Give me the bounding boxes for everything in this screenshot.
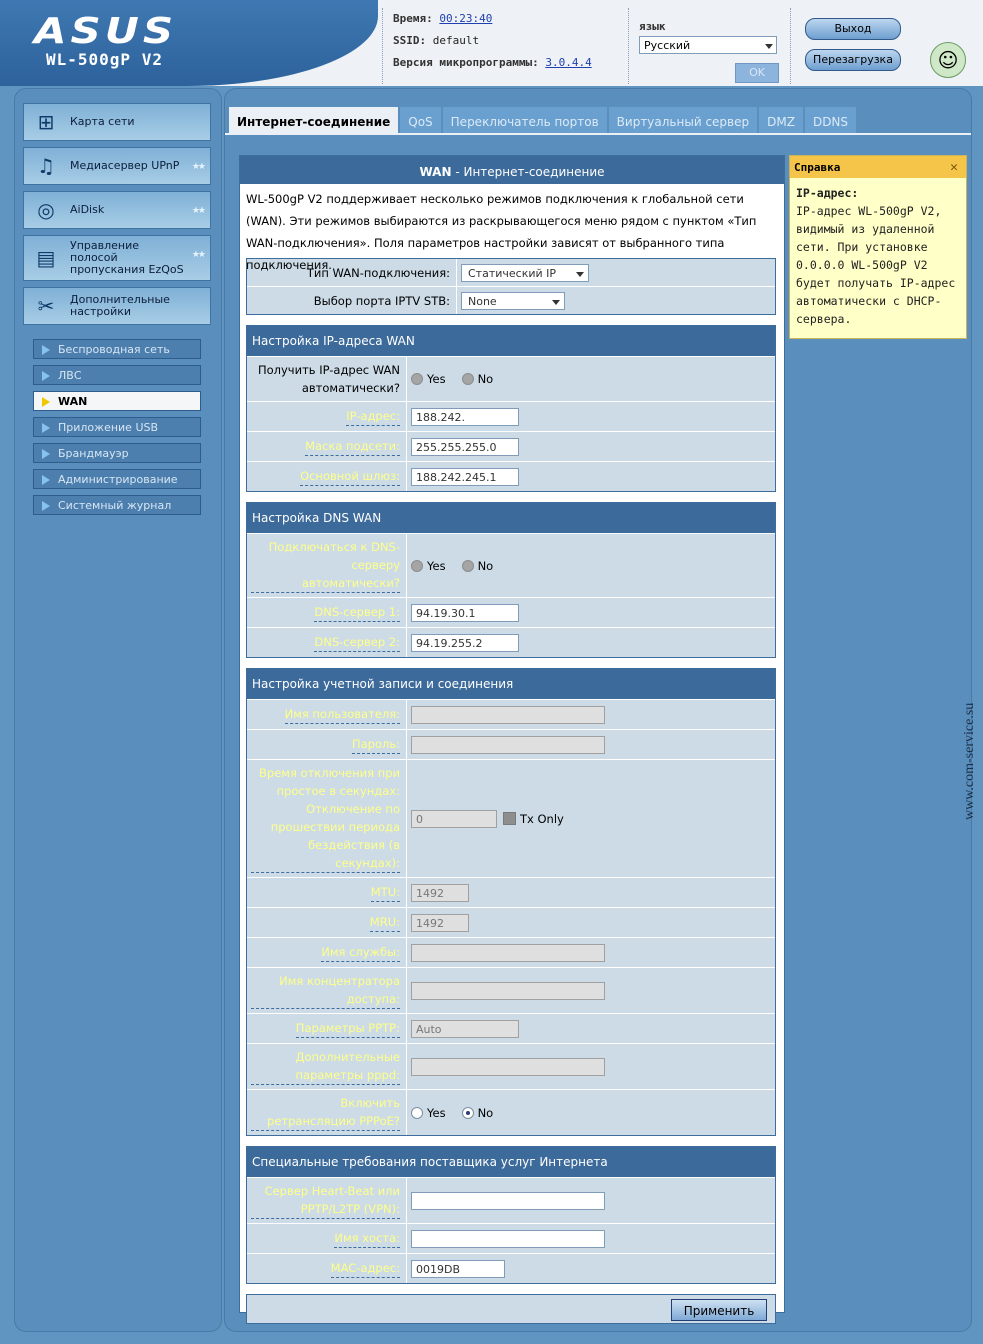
username-input[interactable] (411, 706, 605, 724)
dns2-label: DNS-сервер 2: (314, 633, 400, 652)
section-header: Специальные требования поставщика услуг Интернета (247, 1147, 775, 1177)
password-label: Пароль: (352, 735, 400, 754)
asus-logo: ASUS (34, 9, 178, 52)
radio-label: No (477, 558, 494, 573)
nav-sub-firewall[interactable] (33, 443, 201, 463)
mtu-label: MTU: (371, 883, 400, 902)
title-main: WAN (419, 165, 452, 179)
main-panel (224, 88, 972, 1332)
arrow-right-icon (42, 423, 50, 433)
iptv-value: None (468, 294, 497, 308)
language-ok-button[interactable]: OK (735, 63, 779, 83)
nav-label: Управление полосой пропускания EzQoS (70, 239, 184, 276)
nav-sub-syslog[interactable] (33, 495, 201, 515)
watermark: www.com-service.su (962, 702, 977, 820)
heartbeat-row (247, 1177, 775, 1223)
password-row (247, 729, 775, 759)
wan-content (239, 155, 785, 1318)
reboot-button[interactable]: Перезагрузка (805, 49, 901, 71)
dns1-input[interactable]: 94.19.30.1 (411, 604, 519, 622)
firmware-link[interactable]: 3.0.4.4 (545, 56, 592, 69)
logo-area (0, 0, 378, 86)
ip-address-input[interactable]: 188.242. (411, 408, 519, 426)
username-row (247, 699, 775, 729)
service-name-row (247, 937, 775, 967)
left-navigation (14, 88, 222, 1332)
section-header: Настройка IP-адреса WAN (247, 326, 775, 356)
help-header (790, 156, 966, 178)
hostname-row (247, 1223, 775, 1253)
heartbeat-input[interactable] (411, 1192, 605, 1210)
logout-button[interactable]: Выход (805, 18, 901, 40)
language-value: Русский (644, 39, 691, 52)
mac-input[interactable]: 0019DB (411, 1260, 505, 1278)
wan-type-section (246, 258, 776, 315)
ip-auto-yes-radio[interactable] (411, 373, 423, 385)
nav-sub-wireless[interactable] (33, 339, 201, 359)
subnet-mask-label: Маска подсети: (305, 437, 400, 456)
wan-type-row (247, 259, 775, 286)
help-title: Справка (794, 161, 841, 174)
title-rest: - Интернет-соединение (451, 165, 605, 179)
arrow-right-icon (42, 475, 50, 485)
pptp-options-row (247, 1013, 775, 1043)
nav-ezqos[interactable] (23, 235, 211, 281)
page-title (240, 156, 784, 184)
time-link[interactable]: 00:23:40 (439, 12, 493, 25)
mtu-row (247, 877, 775, 907)
chevron-down-icon (552, 300, 560, 305)
nav-label: Медиасервер UPnP (70, 159, 180, 172)
radio-label: No (477, 372, 494, 386)
wan-ip-section (246, 325, 776, 492)
iptv-select[interactable] (461, 292, 565, 310)
gateway-row (247, 461, 775, 491)
username-label: Имя пользователя: (285, 705, 400, 724)
section-header: Настройка учетной записи и соединения (247, 669, 775, 699)
service-name-input[interactable] (411, 944, 605, 962)
ac-name-label: Имя концентратора доступа: (251, 972, 400, 1009)
service-name-label: Имя службы: (321, 943, 400, 962)
tab-qos[interactable]: QoS (400, 107, 440, 133)
tab-port-switch[interactable]: Переключатель портов (443, 107, 607, 133)
iptv-label: Выбор порта IPTV STB: (313, 293, 450, 308)
nav-label: AiDisk (70, 203, 105, 216)
mac-row (247, 1253, 775, 1283)
bandwidth-icon: ▤ (36, 246, 56, 270)
hostname-input[interactable] (411, 1230, 605, 1248)
wan-type-select[interactable] (461, 264, 589, 282)
dns-auto-row (247, 533, 775, 597)
ip-auto-label: Получить IP-адрес WAN автоматически? (257, 363, 400, 395)
ip-auto-no-radio[interactable] (462, 373, 474, 385)
apply-row (246, 1294, 776, 1324)
hostname-label: Имя хоста: (334, 1229, 400, 1248)
system-info (382, 8, 624, 84)
nav-sub-label: Беспроводная сеть (58, 343, 170, 356)
pppoe-relay-label: Включить ретрансляцию PPPoE? (251, 1094, 400, 1131)
nav-sub-label: ЛВС (58, 369, 82, 382)
ac-name-input[interactable] (411, 982, 605, 1000)
mru-row (247, 907, 775, 937)
language-select[interactable] (639, 36, 777, 54)
pptp-options-label: Параметры PPTP: (296, 1019, 400, 1038)
tab-ddns[interactable]: DDNS (805, 107, 856, 133)
gateway-input[interactable]: 188.242.245.1 (411, 468, 519, 486)
help-panel (789, 155, 967, 339)
tab-internet-connection[interactable]: Интернет-соединение (229, 107, 398, 133)
account-section (246, 668, 776, 1136)
nav-sub-label: Администрирование (58, 473, 178, 486)
nav-aidisk[interactable] (23, 191, 211, 229)
arrow-right-icon (42, 345, 50, 355)
aidisk-icon: ◎ (37, 198, 55, 222)
header-buttons (790, 8, 921, 84)
isp-section (246, 1146, 776, 1284)
mru-input[interactable]: 1492 (411, 914, 469, 932)
firmware-label: Версия микропрограммы: (393, 56, 539, 69)
nav-label: Дополнительные настройки (70, 293, 170, 318)
model-name: WL-500gP V2 (46, 50, 163, 69)
wan-type-value: Статический IP (468, 266, 557, 280)
apply-button[interactable]: Применить (671, 1299, 767, 1321)
pppoe-relay-row (247, 1089, 775, 1135)
idle-time-row (247, 759, 775, 877)
header (0, 0, 983, 86)
pppd-options-input[interactable] (411, 1058, 605, 1076)
arrow-right-icon (42, 397, 50, 407)
nav-sub-label: Системный журнал (58, 499, 172, 512)
dns2-input[interactable]: 94.19.255.2 (411, 634, 519, 652)
network-map-icon: ⊞ (37, 110, 55, 134)
wan-type-label: Тип WAN-подключения: (306, 265, 450, 280)
pppd-options-label: Дополнительные параметры pppd: (251, 1048, 400, 1085)
stars-icon: ★★ (191, 206, 204, 216)
dns-auto-no-radio[interactable] (462, 560, 474, 572)
language-block (628, 8, 786, 84)
time-label: Время: (393, 12, 433, 25)
radio-label: Yes (427, 372, 446, 386)
subnet-mask-input[interactable]: 255.255.255.0 (411, 438, 519, 456)
mac-label: MAC-адрес: (331, 1259, 400, 1278)
nav-advanced-settings[interactable] (23, 287, 211, 325)
ip-auto-row (247, 356, 775, 401)
radio-label: Yes (427, 1105, 446, 1120)
stars-icon: ★★ (191, 250, 204, 260)
subnet-mask-row (247, 431, 775, 461)
nav-sub-usb[interactable] (33, 417, 201, 437)
ip-address-label: IP-адрес: (346, 407, 400, 426)
dns1-label: DNS-сервер 1: (314, 603, 400, 622)
page-description: WL-500gP V2 поддерживает несколько режимов подключения к глобальной сети (WAN). Эти режимов выбираются из раскрывающегося меню рядом с пунктом «Тип WAN-подключения». Поля параметров настройки зависят от выбранного типа подключения. (246, 192, 757, 272)
tools-icon: ✂ (37, 294, 55, 318)
iptv-row (247, 286, 775, 314)
ip-address-row (247, 401, 775, 431)
section-header: Настройка DNS WAN (247, 503, 775, 533)
nav-sub-label: Брандмауэр (58, 447, 129, 460)
pppd-options-row (247, 1043, 775, 1089)
idle-time-input[interactable]: 0 (411, 810, 497, 828)
idle-time-label: Время отключения при простое в секундах: Отключение по прошествии периода бездействия (в секундах): (251, 764, 400, 873)
pppoe-relay-yes-radio[interactable] (411, 1107, 423, 1119)
ac-name-row (247, 967, 775, 1013)
pptp-options-select[interactable]: Auto (411, 1020, 519, 1038)
dns-auto-label: Подключаться к DNS-серверу автоматически? (251, 538, 400, 593)
tab-virtual-server[interactable]: Виртуальный сервер (609, 107, 757, 133)
heartbeat-label: Сервер Heart-Beat или PPTP/L2TP (VPN): (251, 1182, 400, 1219)
nav-label: Карта сети (70, 115, 135, 128)
help-text: IP-адрес WL-500gP V2, видимый из удаленной сети. При установке 0.0.0.0 WL-500gP V2 будет получать IP-адрес автоматически с DHCP-сервера. (796, 204, 956, 326)
tx-only-checkbox[interactable] (503, 812, 516, 825)
nav-network-map[interactable] (23, 103, 211, 141)
close-icon[interactable]: ✕ (950, 160, 958, 175)
chevron-down-icon (765, 44, 773, 49)
nav-sub-label: Приложение USB (58, 421, 159, 434)
tab-dmz[interactable]: DMZ (759, 107, 803, 133)
ssid-value: default (432, 34, 480, 47)
wan-dns-section (246, 502, 776, 658)
mtu-input[interactable]: 1492 (411, 884, 469, 902)
dns-auto-yes-radio[interactable] (411, 560, 423, 572)
pppoe-relay-no-radio[interactable] (462, 1107, 474, 1119)
tx-only-label: Tx Only (520, 811, 564, 826)
chevron-down-icon (576, 272, 584, 277)
arrow-right-icon (42, 501, 50, 511)
help-body (790, 178, 966, 334)
tab-bar (229, 107, 858, 133)
nav-sub-wan[interactable] (33, 391, 201, 411)
gateway-label: Основной шлюз: (300, 467, 400, 486)
stars-icon: ★★ (191, 162, 204, 172)
dns2-row (247, 627, 775, 657)
language-label: язык (639, 20, 666, 33)
password-input[interactable] (411, 736, 605, 754)
help-heading: IP-адрес: (796, 186, 859, 200)
nav-sub-lan[interactable] (33, 365, 201, 385)
radio-label: No (477, 1105, 494, 1120)
nav-media-server[interactable] (23, 147, 211, 185)
ssid-label: SSID: (393, 34, 427, 47)
dns1-row (247, 597, 775, 627)
arrow-right-icon (42, 449, 50, 459)
mru-label: MRU: (370, 913, 400, 932)
nav-sub-admin[interactable] (33, 469, 201, 489)
radio-label: Yes (427, 558, 446, 573)
user-avatar-icon: ☺ (930, 42, 966, 78)
media-server-icon: ♫ (37, 154, 55, 178)
tab-divider (225, 133, 971, 135)
nav-sub-label: WAN (58, 395, 88, 408)
arrow-right-icon (42, 371, 50, 381)
